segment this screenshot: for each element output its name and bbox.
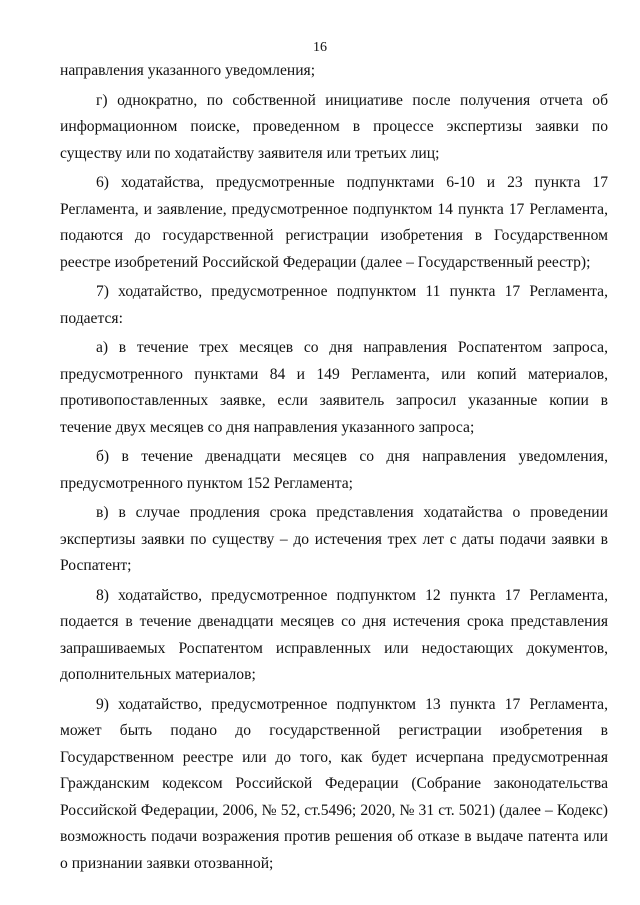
page-number: 16 bbox=[313, 40, 327, 55]
paragraph-item-g: г) однократно, по собственной инициативе после получения отчета об информационном поиске, проведенном в процессе экспертизы заявки по существу или по ходатайству заявителя или третьих лиц; bbox=[60, 91, 608, 162]
paragraph-item-9: 9) ходатайство, предусмотренное подпунктом 13 пункта 17 Регламента, может быть подано до государственной регистрации изобретения в Государственном реестре или до того, как будет исчерпана предусмотренная Гражданским кодексом Российской Федерации (Собрание законодательства Российской Федерации, 2006, № 52, ст.5496; 2020, № 31 ст. 5021) (далее – Кодекс) возможность подачи возражения против решения об отказе в выдаче патента или о признании заявки отозванной; bbox=[60, 695, 608, 872]
paragraph-item-6: 6) ходатайства, предусмотренные подпунктами 6-10 и 23 пункта 17 Регламента, и заявление, предусмотренное подпунктом 14 пункта 17 Регламента, подаются до государственной регистрации изобретения в Государственном реестре изобретений Российской Федерации (далее – Государственный реестр); bbox=[60, 174, 608, 271]
paragraph-item-7b: б) в течение двенадцати месяцев со дня направления уведомления, предусмотренного пунктом 152 Регламента; bbox=[60, 448, 608, 492]
paragraph-item-7: 7) ходатайство, предусмотренное подпунктом 11 пункта 17 Регламента, подается: bbox=[60, 283, 608, 327]
paragraph-continuation: направления указанного уведомления; bbox=[60, 62, 316, 79]
paragraph-item-7v: в) в случае продления срока представления ходатайства о проведении экспертизы заявки по существу – до истечения трех лет с даты подачи заявки в Роспатент; bbox=[60, 504, 608, 574]
paragraph-item-8: 8) ходатайство, предусмотренное подпунктом 12 пункта 17 Регламента, подается в течение двенадцати месяцев со дня истечения срока представления запрашиваемых Роспатентом исправленных или недостающих документов, дополнительных материалов; bbox=[60, 586, 608, 683]
paragraph-item-7a: а) в течение трех месяцев со дня направления Роспатентом запроса, предусмотренного пунктами 84 и 149 Регламента, или копий материалов, противопоставленных заявке, если заявитель запросил указанные копии в течение двух месяцев со дня направления указанного запроса; bbox=[60, 339, 608, 436]
document-body bbox=[60, 58, 608, 880]
